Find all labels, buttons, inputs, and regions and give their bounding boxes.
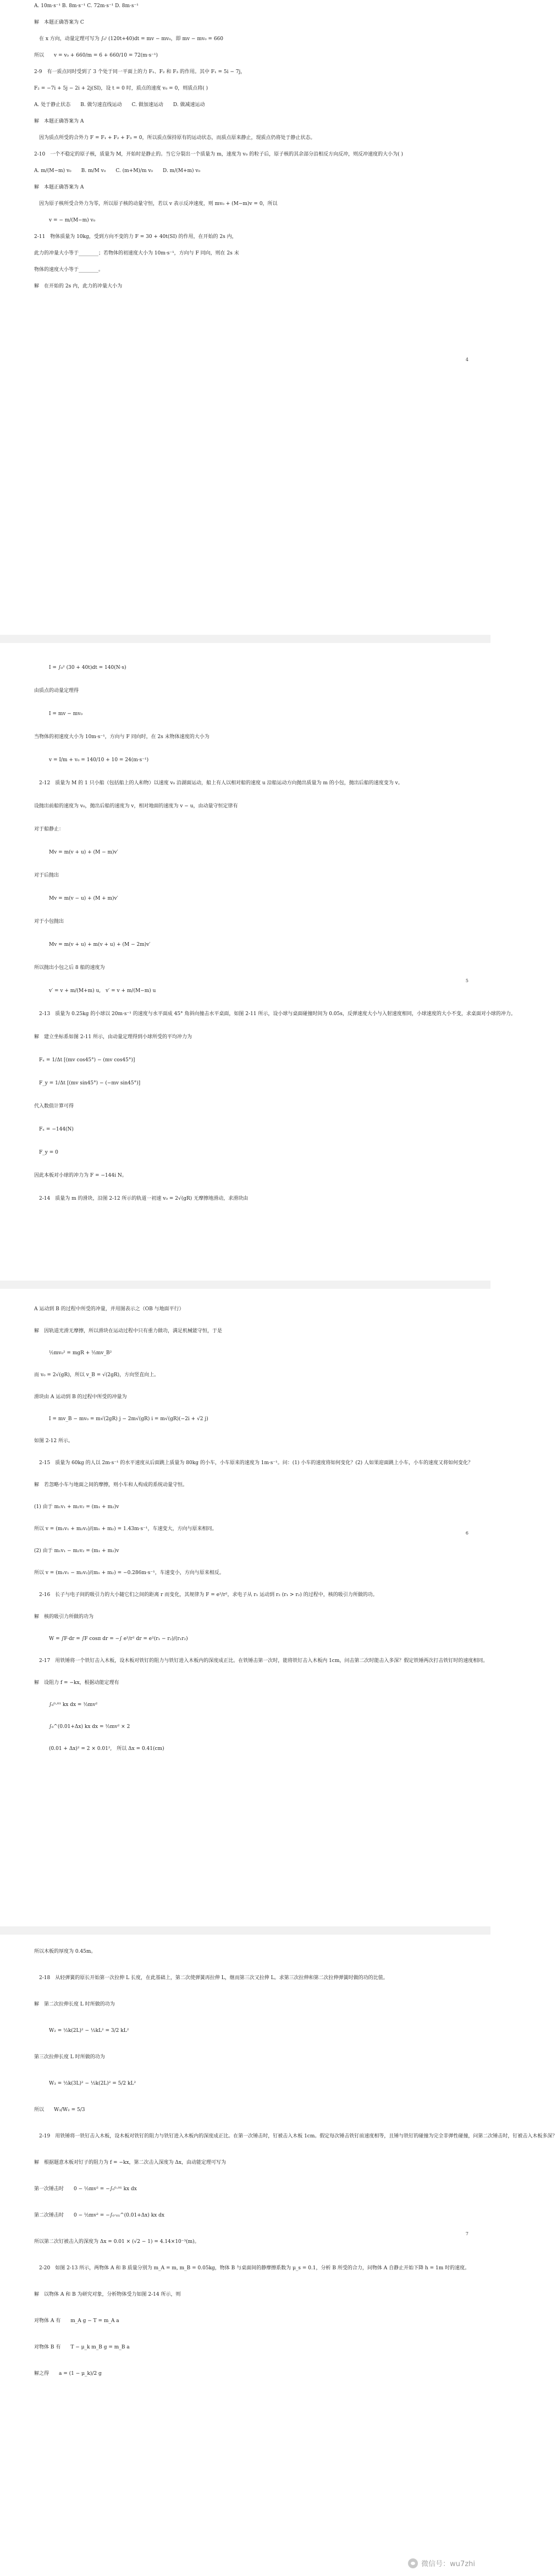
text-line: 2-19 用铁锤将一铁钉击入木板，设木板对铁钉的阻力与铁钉进入木板内的深度成正比。在第一次锤击时，钉被击入木板 1cm。假定每次锤击铁钉前速度相等，且锤与铁钉的碰撞为完全非弹性碰撞，问第二次锤击时，钉被击入木板多深？ (34, 2134, 557, 2139)
text-line: 解 本题正确答案为 A (34, 119, 84, 124)
text-line: 而 v₀ = 2√(gR)，所以 v_B = √(2gR)，方向竖直向上。 (34, 1372, 159, 1378)
text-line: 第三次拉伸长度 L 时所做的功为 (34, 2054, 105, 2060)
page-number: 5 (465, 978, 468, 983)
text-line: 因为原子核所受合外力为零，所以原子核的动量守恒，若以 v 表示反冲速度，则 mv₀ + (M−m)v = 0，所以 (34, 201, 278, 207)
text-line: v = − m/(M−m) v₀ (34, 218, 96, 223)
text-line: 所以 W₃/W₂ = 5/3 (34, 2107, 85, 2113)
page-number: 7 (465, 2231, 468, 2236)
text-line: (1) 由于 m₁v₁ + m₂v₂ = (m₁ + m₂)v (34, 1504, 119, 1510)
text-line: 设抛出前船的速度为 v₀，抛出后船的速度为 v，相对地面的速度为 v − u，由动量守恒定律有 (34, 804, 238, 809)
page-number: 4 (465, 357, 468, 362)
text-line: A. 10m·s⁻¹ B. 8m·s⁻¹ C. 72m·s⁻¹ D. 8m·s⁻¹ (34, 3, 139, 9)
text-line: v = I/m + v₀ = 140/10 + 10 = 24(m·s⁻¹) (34, 757, 149, 763)
text-line: 所以木板的厚度为 0.45m。 (34, 1949, 96, 1954)
text-line: v′ = v + m/(M+m) u, v′ = v + m/(M−m) u (34, 988, 156, 994)
text-line: 2-11 物体质量为 10kg，受到方向不变的力 F = 30 + 40t(SI) 的作用，在开始的 2s 内， (34, 234, 237, 240)
text-line: (0.01 + Δx)² = 2 × 0.01², 所以 Δx = 0.41(cm) (34, 1746, 164, 1752)
text-line: 2-18 从轻弹簧的原长开始第一次拉伸 L 长度，在此基础上，第二次使弹簧再拉伸 L，继而第三次又拉伸 L。求第三次拉伸和第二次拉伸弹簧时做的功的比值。 (34, 1975, 388, 1981)
text-line: Mv = m(v + u) + (M − m)v′ (34, 850, 118, 855)
text-line: W₂ = ½k(2L)² − ½kL² = 3/2 kL² (34, 2028, 129, 2034)
text-line: 对于后抛出 (34, 873, 59, 878)
text-line: 在 x 方向，动量定理可写为 ∫₀ᵗ (120t+40)dt = mv − mv₀，即 mv − mv₀ = 660 (34, 36, 224, 42)
text-line: I = mv − mv₀ (34, 711, 82, 717)
page-1-body (34, 2, 453, 299)
text-line: F_y = 1/Δt [(mv sin45°) − (−mv sin45°)] (34, 1081, 141, 1086)
document-page-2 (0, 643, 516, 1281)
text-line: 解 以物体 A 和 B 为研究对象，分析物体受力如图 2-14 所示，则 (34, 2292, 181, 2297)
text-line: 由质点的动量定理得 (34, 688, 79, 694)
wechat-watermark (408, 2558, 475, 2568)
text-line: ∫₀^(0.01+Δx) kx dx = ½mv² × 2 (34, 1724, 130, 1730)
text-line: 2-13 质量为 0.25kg 的小球以 20m·s⁻¹ 的速度与水平面成 45° 角斜向撞击水平桌面，如图 2-11 所示，设小球与桌面碰撞时间为 0.05s，反弹速度大小与入射速度相同，小球速度的大小不变，求桌面对小球的冲力。 (34, 1011, 516, 1017)
text-line: ½mv₀² = mgR + ½mv_B² (34, 1350, 112, 1356)
text-line: 因此本板对小球的冲力为 F = −144i N。 (34, 1173, 127, 1178)
text-line: 2-10 一个不稳定的原子核，质量为 M，开始时是静止的。当它分裂出一个质量为 m，速度为 v₀ 的粒子后，原子核的其余部分沿相反方向反冲，则反冲速度的大小为( ) (34, 152, 403, 157)
text-line: W₃ = ½k(3L)² − ½k(2L)² = 5/2 kL² (34, 2081, 136, 2086)
text-line: 所以 v = (m₁v₁ − m₂v₂)/(m₁ + m₂) = −0.286m·s⁻¹，车速变小，方向与原来相反。 (34, 1570, 224, 1576)
text-line: 2-20 如图 2-13 所示，两物体 A 和 B 质量分别为 m_A = m, m_B = 0.05kg，物体 B 与桌面间的静摩擦系数为 μ_s = 0.1，分析 B 所受的合力，问物体 A 自静止开始下降 h = 1m 时的速度。 (34, 2265, 470, 2271)
text-line: F₂ = −7i + 5j − 2i + 2j(SI)，设 t = 0 时，质点的速度 v₀ = 0，则质点将( ) (34, 86, 208, 91)
text-line: 滑块由 A 运动到 B 的过程中所受的冲量为 (34, 1394, 127, 1400)
page-2-body (34, 664, 516, 1218)
page-separator (0, 635, 490, 643)
text-line: 解 本题正确答案为 A (34, 185, 84, 190)
text-line: 当物体的初速度大小为 10m·s⁻¹，方向与 F 同向时，在 2s 末物体速度的大小为 (34, 734, 209, 740)
text-line: 解 根据题意木板对钉子的阻力为 f = −kx，第二次击入深度为 Δx，由动能定理可写为 (34, 2160, 226, 2165)
text-line: 解 建立坐标系如图 2-11 所示，由动量定理得到小球所受的平均冲力为 (34, 1034, 192, 1040)
text-line: I = mv_B − mv₀ = m√(2gR) j − 2m√(gR) i = m√(gR)(−2i + √2 j) (34, 1416, 208, 1422)
text-line: Fₓ = 1/Δt [(mv cos45°) − (mv cos45°)] (34, 1057, 135, 1063)
text-line: 此力的冲量大小等于________；若物体的初速度大小为 10m·s⁻¹，方向与 F 同向，则在 2s 末 (34, 251, 239, 256)
page-separator (0, 1281, 490, 1289)
text-line: Mv = m(v + u) + m(v + u) + (M − 2m)v′ (34, 942, 151, 948)
text-line: ∫₀⁰·⁰¹ kx dx = ½mv² (34, 1702, 98, 1708)
text-line: 解 因轨道光滑无摩擦，所以滑块在运动过程中只有重力做功，满足机械能守恒，于是 (34, 1328, 223, 1334)
text-line: 所以 v = (m₁v₁ + m₂v₂)/(m₁ + m₂) = 1.43m·s⁻¹，车速变大，方向与原来相同。 (34, 1526, 217, 1532)
text-line: 所以抛出小包之后 8 船的速度为 (34, 965, 105, 971)
text-line: 2-9 有一质点同时受到了 3 个处于同一平面上的力 F₁、F₂ 和 F₃ 的作用。其中 F₁ = 5i − 7j， (34, 69, 246, 75)
text-line: 解 若忽略小车与地面之间的摩擦，则小车和人构成的系统动量守恒。 (34, 1482, 188, 1488)
text-line: 所以 v = v₀ + 660/m = 6 + 660/10 = 72(m·s⁻¹) (34, 53, 158, 58)
text-line: 物体的速度大小等于________。 (34, 267, 104, 273)
text-line: A. 处于静止状态 B. 做匀速直线运动 C. 做加速运动 D. 做减速运动 (34, 102, 205, 108)
text-line: 2-17 用铁锤将一个铁钉击入木板，设木板对铁钉的阻力与铁钉进入木板内的深度成正比。在铁锤击第一次时，能将铁钉击入木板内 1cm，问击第二次时能击入多深？假定铁锤两次打击铁钉时的速度相同。 (34, 1658, 488, 1664)
text-line: 解 设阻力 f = −kx，根据动能定理有 (34, 1680, 119, 1686)
text-line: Fₓ = −144(N) (34, 1127, 74, 1132)
text-line: A. m/(M−m) v₀ B. m/M v₀ C. (m+M)/m v₀ D. m/(M+m) v₀ (34, 168, 201, 174)
page-3-body (34, 1305, 488, 1767)
text-line: 因为质点所受的合外力 F = F₁ + F₂ + F₃ = 0，所以质点保持原有的运动状态，而质点原来静止，现质点仍将处于静止状态。 (34, 135, 316, 141)
document-page-1 (0, 0, 490, 635)
text-line: 2-14 质量为 m 的滑块，沿图 2-12 所示的轨道一初速 v₀ = 2√(gR) 无摩擦地滑动，求滑块由 (34, 1196, 249, 1201)
text-line: 解之得 a = (1 − μ_k)/2 g (34, 2371, 102, 2376)
document-page-3 (0, 1289, 490, 1926)
text-line: 代入数值计算可得 (34, 1104, 74, 1109)
text-line: 第一次锤击时 0 − ½mv² = −∫₀⁰·⁰¹ kx dx (34, 2186, 137, 2192)
text-line: 2-15 质量为 60kg 的人以 2m·s⁻¹ 的水平速度从后面跳上质量为 80kg 的小车，小车原来的速度为 1m·s⁻¹。问：(1) 小车的速度将如何变化？(2) 人如果迎面跳上小车，小车的速度又将如何变化？ (34, 1460, 473, 1466)
wechat-icon (408, 2558, 418, 2568)
text-line: 如图 2-12 所示。 (34, 1438, 73, 1444)
text-line: F_y = 0 (34, 1150, 58, 1155)
page-4-body (34, 1948, 557, 2396)
text-line: (2) 由于 m₁v₁ − m₂v₂ = (m₁ + m₂)v (34, 1548, 119, 1554)
text-line: 所以第二次钉被击入的深度为 Δx = 0.01 × (√2 − 1) = 4.14×10⁻³(m)。 (34, 2239, 200, 2245)
text-line: 对于船静止： (34, 827, 64, 832)
page-separator (0, 1926, 490, 1935)
watermark-text: 微信号：wu7zhi (421, 2560, 475, 2568)
text-line: 对物体 A 有 m_A g − T = m_A a (34, 2318, 119, 2324)
document-page-4 (0, 1935, 557, 2576)
text-line: 2-16 长子与电子间的吸引力的大小随它们之间的距离 r 而变化，其规律为 F = e²/r²，求电子从 r₁ 运动到 r₂ (r₁ > r₂) 的过程中，核的吸引力所做的功。 (34, 1592, 378, 1598)
text-line: 对物体 B 有 T − μ_k m_B g = m_B a (34, 2345, 130, 2350)
text-line: Mv = m(v − u) + (M + m)v′ (34, 896, 118, 901)
text-line: A 运动到 B 的过程中所受的冲量，并用图表示之（OB 与地面平行） (34, 1306, 184, 1312)
text-line: 解 第二次拉伸长度 L 时所做的功为 (34, 2002, 115, 2007)
text-line: 解 核的吸引力所做的功为 (34, 1614, 94, 1620)
text-line: I = ∫₀² (30 + 40t)dt = 140(N·s) (34, 665, 126, 671)
text-line: 第二次锤击时 0 − ½mv² = −∫₀·₀₁^(0.01+Δx) kx dx (34, 2213, 164, 2218)
text-line: 解 在开始的 2s 内，此力的冲量大小为 (34, 284, 123, 289)
text-line: 解 本题正确答案为 C (34, 20, 84, 25)
text-line: 2-12 质量为 M 的 1 只小船（包括船上的人和物）以速度 v₀ 沿湖面运动，船上有人以相对船的速度 u 沿船运动方向抛出质量为 m 的小包，抛出后船的速度变为 v。 (34, 780, 403, 786)
text-line: 对于小包抛出 (34, 919, 64, 924)
text-line: W = ∫F·dr = ∫F cosπ dr = −∫ e²/r² dr = e²(r₁ − r₂)/(r₁r₂) (34, 1636, 188, 1642)
page-number: 6 (465, 1531, 468, 1536)
